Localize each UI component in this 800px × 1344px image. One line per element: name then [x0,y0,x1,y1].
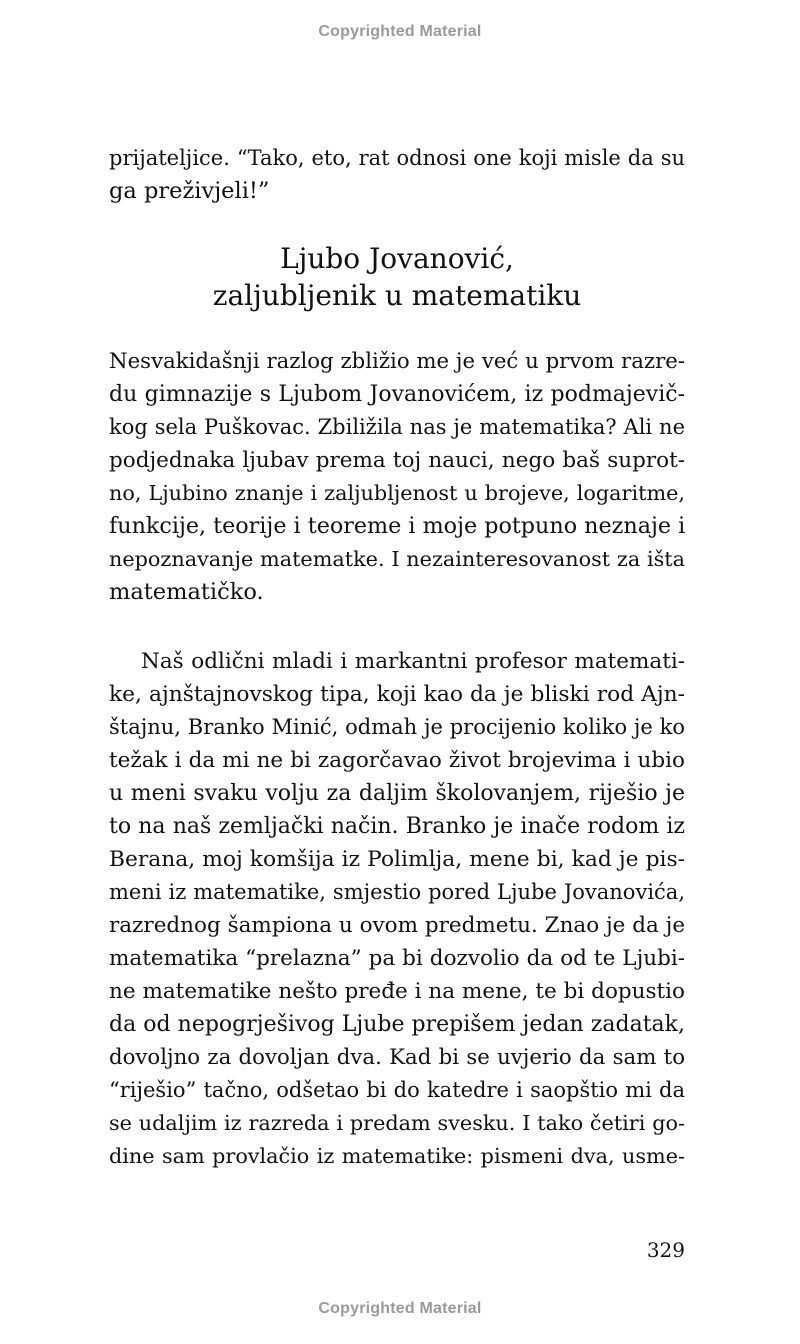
text-line: razrednog šampiona u ovom predmetu. Znao je da je [109,913,686,938]
text-line: da od nepogrješivog Ljube prepišem jedan zadatak, [109,1012,685,1037]
text-line: to na naš zemljački način. Branko je inače rodom iz [109,814,685,839]
heading-line: zaljubljenik u matematiku [212,279,582,312]
text-line: du gimnazije s Ljubom Jovanovićem, iz podmajevič- [109,382,685,407]
paragraph-one [109,345,685,609]
text-line: težak i da mi ne bi zagorčavao život brojevima i ubio [109,748,685,773]
text-line: no, Ljubino znanje i zaljubljenost u brojeve, logaritme, [109,481,685,505]
text-line: matematičko. [109,579,264,605]
text-line: nepoznavanje matematke. I nezainteresovanost za išta [109,547,685,571]
text-line: meni iz matematike, smjestio pored Ljube Jovanovića, [109,880,685,904]
text-line: funkcije, teorije i teoreme i moje potpuno neznaje i [109,513,686,539]
text-line: Berana, moj komšija iz Polimlja, mene bi, kad je pis- [109,847,685,872]
text-line: kog sela Puškovac. Zbiližila nas je matematika? Ali ne [109,415,685,439]
page-number: 329 [646,1238,685,1262]
copyright-watermark-top: Copyrighted Material [318,23,482,40]
text-line: dovoljno za dovoljan dva. Kad bi se uvjerio da sam to [109,1045,685,1070]
intro-paragraph [109,142,685,208]
text-line: “riješio” tačno, odšetao bi do katedre i saopštio mi da [109,1078,685,1102]
heading-line: Ljubo Jovanović, [280,242,514,275]
text-line: ke, ajnštajnovskog tipa, koji kao da je bliski rod Ajn- [109,682,685,707]
section-heading [109,240,685,314]
copyright-watermark-bottom: Copyrighted Material [318,1300,482,1317]
text-line: prijateljice. “Tako, eto, rat odnosi one koji misle da su [109,146,685,170]
text-line: ne matematike nešto pređe i na mene, te bi dopustio [109,979,685,1004]
text-line: štajnu, Branko Minić, odmah je procijenio koliko je ko [109,715,685,739]
text-line: Nesvakidašnji razlog zbližio me je već u prvom razre- [109,349,685,374]
text-line: matematika “prelazna” pa bi dozvolio da od te Ljubi- [109,946,685,971]
text-line: ga preživjeli!” [109,178,270,204]
text-line: Naš odlični mladi i markantni profesor matemati- [141,649,685,674]
text-line: podjednaka ljubav prema toj nauci, nego baš suprot- [109,448,685,473]
paragraph-two [109,645,685,1173]
text-line: dine sam provlačio iz matematike: pismeni dva, usme- [109,1144,685,1168]
text-line: se udaljim iz razreda i predam svesku. I tako četiri go- [109,1111,685,1135]
text-line: u meni svaku volju za daljim školovanjem, riješio je [109,781,685,806]
